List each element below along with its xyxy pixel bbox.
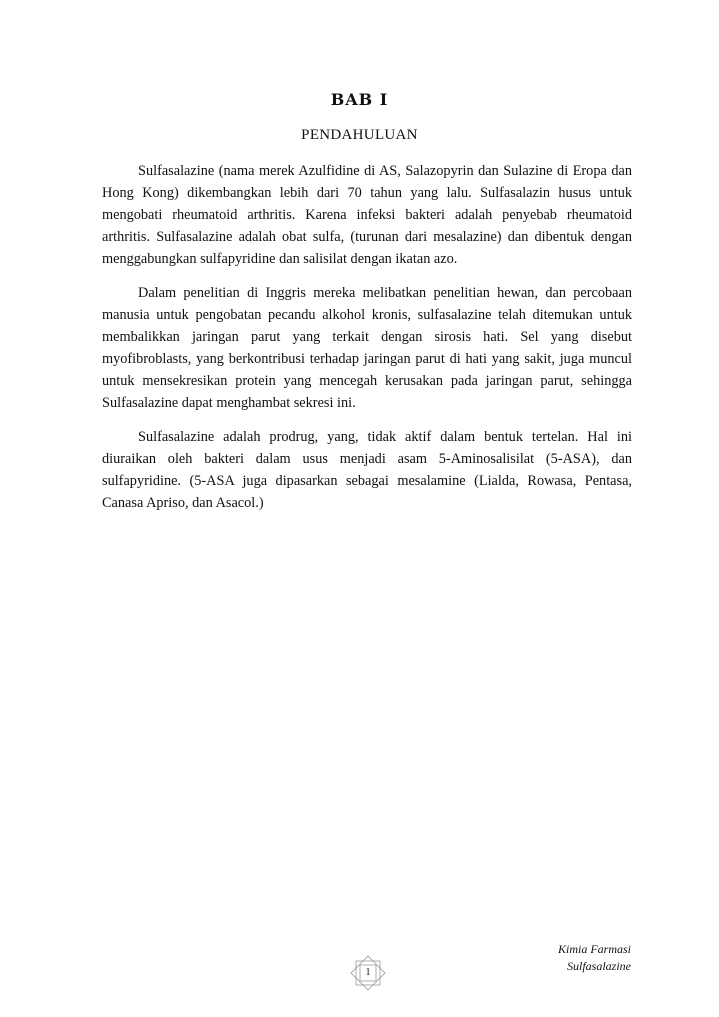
section-title: PENDAHULUAN (301, 127, 418, 143)
body-text (102, 160, 632, 526)
chapter-heading: BAB I (330, 90, 389, 109)
footer-topic: Sulfasalazine (566, 959, 631, 973)
paragraph-3: Sulfasalazine adalah prodrug, yang, tidak aktif dalam bentuk tertelan. Hal ini diuraikan oleh bakteri dalam usus menjadi asam 5-Aminosalisilat (5-ASA), dan sulfapyridine. (5-ASA juga dipasarkan sebagai mesalamine (Lialda, Rowasa, Pentasa, Canasa Apriso, dan Asacol.) (102, 429, 632, 511)
paragraph-2: Dalam penelitian di Inggris mereka melibatkan penelitian hewan, dan percobaan manusia untuk pengobatan pecandu alkohol kronis, sulfasalazine telah ditemukan untuk membalikkan jaringan parut yang terkait dengan sirosis hati. Sel yang disebut myofibroblasts, yang berkontribusi terhadap jaringan parut di hati yang sakit, juga muncul untuk mensekresikan protein yang mencegah kerusakan pada jaringan parut, sehingga Sulfasalazine dapat menghambat sekresi ini. (102, 285, 632, 411)
footer-label (558, 941, 631, 975)
paragraph-1: Sulfasalazine (nama merek Azulfidine di AS, Salazopyrin dan Sulazine di Eropa dan Hong Kong) dikembangkan lebih dari 70 tahun yang lalu. Sulfasalazin husus untuk mengobati rheumatoid arthritis. Karena infeksi bakteri adalah penyebab rheumatoid arthritis. Sulfasalazine adalah obat sulfa, (turunan dari mesalazine) dan dibentuk dengan menggabungkan sulfapyridine dan salisilat dengan ikatan azo. (102, 163, 632, 267)
page-number: 1 (365, 967, 371, 978)
footer-subject: Kimia Farmasi (557, 942, 631, 956)
